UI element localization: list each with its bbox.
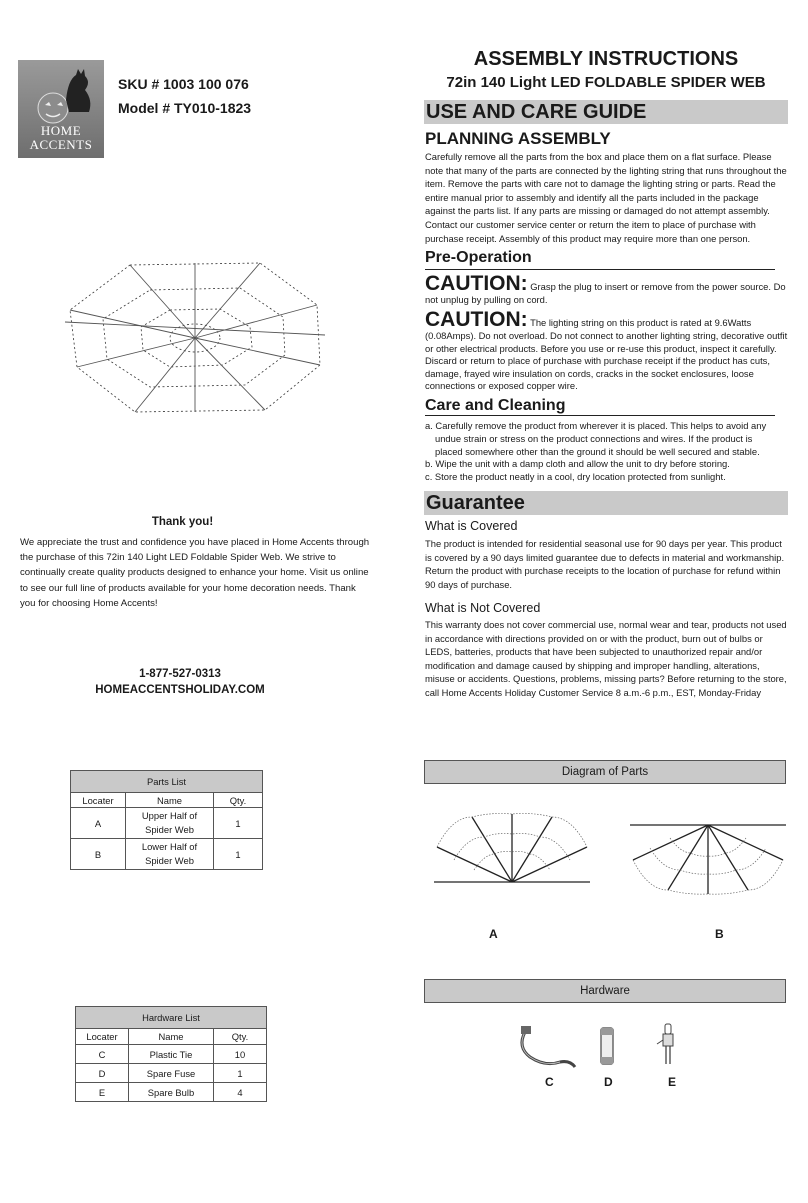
hardware-e-label: E: [668, 1075, 677, 1089]
locater-cell: B: [71, 839, 126, 870]
hardware-list-table: [75, 1006, 267, 1102]
locater-cell: E: [76, 1083, 129, 1102]
column-header: Qty.: [214, 793, 263, 808]
logo-text: [18, 124, 104, 152]
hardware-c-label: C: [545, 1075, 554, 1089]
care-heading: Care and Cleaning: [425, 397, 566, 414]
care-list: [425, 420, 789, 484]
covered-heading: What is Covered: [425, 519, 518, 533]
not-covered-text: This warranty does not cover commercial use, normal wear and tear, products not used in accordance with directions provided on or with the product, burn out of bulbs or LEDS, batteries, products that have been subjected to unauthorized repair and/or modification and damage caused by shipping and improper handling, alterations, misuse or accidents. Questions, problems, missing parts? Before returning to the store, call Home Accents Holiday Customer Service 8 a.m.-6 p.m., EST, Monday-Friday: [425, 619, 787, 698]
logo-line-home: HOME: [40, 123, 82, 138]
guarantee-banner: [424, 491, 788, 515]
column-header: Name: [129, 1029, 214, 1045]
table-row: [76, 1064, 267, 1083]
name-cell: [126, 839, 214, 870]
column-header: Locater: [71, 793, 126, 808]
website: HOMEACCENTSHOLIDAY.COM: [95, 684, 265, 696]
spider-web-illustration: [55, 255, 335, 420]
parts-list-title: Parts List: [71, 771, 263, 793]
table-row: [71, 808, 263, 839]
name-cell: Spare Bulb: [129, 1083, 214, 1102]
use-care-guide-banner: [424, 100, 788, 124]
column-header: Qty.: [214, 1029, 267, 1045]
caution-rating: [425, 310, 789, 393]
part-b-lower-web-drawing: [628, 822, 788, 897]
locater-cell: C: [76, 1045, 129, 1064]
column-header: Name: [126, 793, 214, 808]
diagram-of-parts-banner: Diagram of Parts: [424, 760, 786, 784]
care-item-a-cont: placed somewhere other than the ground it should be well secured and stable.: [435, 445, 760, 457]
part-b-label: B: [715, 927, 724, 941]
model-number: Model # TY010-1823: [118, 100, 252, 116]
name-cell: [126, 808, 214, 839]
name-cell: Spare Fuse: [129, 1064, 214, 1083]
name-line: Lower Half of: [141, 841, 198, 852]
product-subtitle: 72in 140 Light LED FOLDABLE SPIDER WEB: [446, 74, 766, 91]
not-covered-heading: What is Not Covered: [425, 601, 541, 615]
divider: [425, 269, 775, 270]
covered-text: The product is intended for residential seasonal use for 90 days per year. This product is covered by a 90 days limited guarantee due to defects in material and workmanship. Return the product with purchase receipts to the location of purchase for refund within 90 days of purchase.: [425, 538, 785, 590]
phone-number: 1-877-527-0313: [139, 668, 221, 680]
page-title: ASSEMBLY INSTRUCTIONS: [473, 48, 739, 70]
qty-cell: 1: [214, 839, 263, 870]
qty-cell: 10: [214, 1045, 267, 1064]
hardware-list-title: Hardware List: [76, 1007, 267, 1029]
qty-cell: 1: [214, 1064, 267, 1083]
plastic-tie-icon: [515, 1022, 580, 1072]
spare-fuse-icon: [595, 1026, 619, 1066]
planning-text: Carefully remove all the parts from the box and place them on a flat surface. Please note that many of the parts are connected by the lighting string that runs throughout the item. Remove the parts with care not to damage the lighting string or parts. Read the entire manual prior to assembly and identify all the parts included in the package against the parts list. If any parts are missing or damaged do not attempt assembly. Contact our customer service center or return the item to place of purchase with purchase receipt. Assembly of this product may require more than one person.: [425, 151, 787, 244]
qty-cell: 1: [214, 808, 263, 839]
locater-cell: A: [71, 808, 126, 839]
care-item-a: a. Carefully remove the product from wherever it is placed. This helps to avoid any: [425, 420, 767, 431]
cat-pumpkin-icon: [18, 60, 104, 130]
hardware-d-label: D: [604, 1075, 613, 1089]
parts-list-table: [70, 770, 263, 870]
name-cell: Plastic Tie: [129, 1045, 214, 1064]
divider: [425, 415, 775, 416]
name-line: Upper Half of: [141, 810, 198, 821]
part-a-upper-web-drawing: [432, 812, 592, 887]
caution-plug: [425, 274, 789, 307]
pre-operation-heading: Pre-Operation: [425, 249, 532, 266]
caution-label: CAUTION:: [425, 272, 528, 295]
part-a-label: A: [489, 927, 498, 941]
care-item-a-cont: undue strain or stress on the product connections and wires. If the product is: [435, 432, 753, 444]
guarantee-heading: Guarantee: [426, 492, 525, 514]
thanks-heading: Thank you!: [151, 516, 214, 528]
use-care-guide-title: USE AND CARE GUIDE: [426, 101, 647, 123]
name-line: Spider Web: [145, 855, 194, 866]
sku-number: SKU # 1003 100 076: [118, 76, 249, 92]
care-item-b: b. Wipe the unit with a damp cloth and allow the unit to dry before storing.: [425, 458, 730, 470]
caution-rating-text: The lighting string on this product is rated at 9.6Watts (0.08Amps). Do not overload. Do not connect to another lighting string, decorative outfit or other electrical products. Before you use or re-use this product, inspect it carefully. Discard or return to place of purchase with purchase receipt if the product has cuts, damage, frayed wire insulation on cords, cracks in the socket enclosures, loose connections or exposed copper wire.: [425, 317, 788, 391]
table-row: [71, 839, 263, 870]
name-line: Spider Web: [145, 824, 194, 835]
caution-plug-text: Grasp the plug to insert or remove from the power source. Do not unplug by pulling on cord.: [425, 281, 786, 305]
qty-cell: 4: [214, 1083, 267, 1102]
table-row: [76, 1083, 267, 1102]
logo-line-accents: ACCENTS: [29, 137, 93, 152]
spare-bulb-icon: [653, 1022, 683, 1068]
hardware-banner: Hardware: [424, 979, 786, 1003]
locater-cell: D: [76, 1064, 129, 1083]
column-header: Locater: [76, 1029, 129, 1045]
planning-heading: PLANNING ASSEMBLY: [425, 129, 611, 148]
caution-label: CAUTION:: [425, 308, 528, 331]
care-item-c: c. Store the product neatly in a cool, dry location protected from sunlight.: [425, 471, 726, 483]
table-row: [76, 1045, 267, 1064]
thanks-text: We appreciate the trust and confidence you have placed in Home Accents through the purchase of this 72in 140 Light LED Foldable Spider Web. We strive to continually create quality products designed to enhance your home. Visit us online to see our full line of products available for your home decoration needs. Thank you for choosing Home Accents!: [20, 537, 370, 609]
home-accents-logo: [18, 60, 104, 158]
